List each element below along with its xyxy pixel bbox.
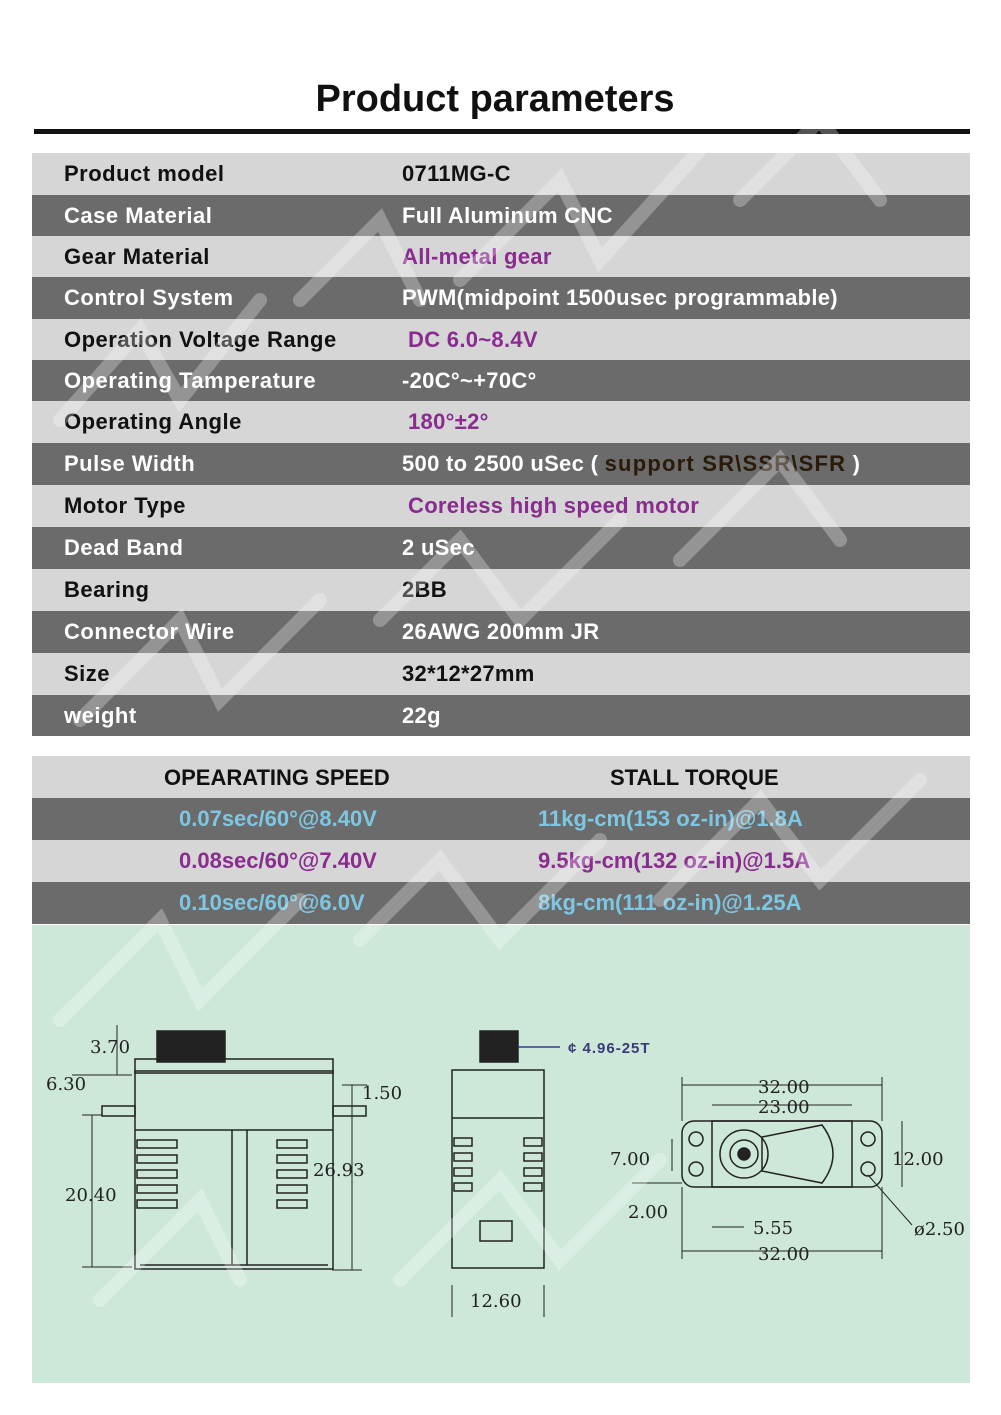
- param-value: Coreless high speed motor: [408, 493, 700, 518]
- param-row-temperature: [32, 360, 970, 401]
- param-value: 2 uSec: [402, 535, 475, 560]
- param-row-motor: [32, 485, 970, 527]
- dim-front-ear-offset: 1.50: [362, 1083, 403, 1104]
- performance-table: [32, 756, 970, 924]
- dimension-drawing-panel: [32, 925, 970, 1383]
- dim-top-depth: 12.00: [892, 1149, 944, 1170]
- dim-front-body-height: 20.40: [65, 1185, 117, 1206]
- side-connector-slot: [480, 1221, 512, 1241]
- param-value: 2BB: [402, 577, 447, 602]
- param-value: 22g: [402, 702, 441, 728]
- param-label: Product model: [64, 161, 225, 186]
- param-value: DC 6.0~8.4V: [408, 326, 538, 352]
- dim-top-bottom-width: 32.00: [758, 1244, 810, 1265]
- performance-row: [32, 798, 970, 840]
- dim-top-hole-spacing: 7.00: [610, 1149, 651, 1170]
- mount-hole-icon: [861, 1132, 875, 1146]
- param-value: 180°±2°: [408, 409, 489, 434]
- param-label: Motor Type: [64, 493, 186, 518]
- performance-row: [32, 840, 970, 882]
- param-value: Full Aluminum CNC: [402, 202, 613, 228]
- param-value: PWM(midpoint 1500usec programmable): [402, 285, 838, 310]
- output-spline: [157, 1031, 225, 1062]
- cooling-fins-right: [277, 1140, 307, 1208]
- param-label: Size: [64, 661, 111, 686]
- parameters-table: [32, 153, 970, 736]
- torque-value: 11kg-cm(153 oz-in)@1.8A: [538, 806, 803, 831]
- param-label: Case Material: [64, 202, 213, 228]
- param-row-model: [32, 153, 970, 195]
- top-body-outline: [712, 1121, 852, 1187]
- pulse-support-note: support SR\SSR\SFR: [604, 451, 847, 476]
- performance-header: [32, 756, 970, 798]
- pulse-paren-close: ): [852, 451, 861, 476]
- cooling-fins-left: [137, 1140, 177, 1208]
- dim-front-spline-height: 3.70: [90, 1037, 131, 1058]
- param-label: Connector Wire: [64, 619, 235, 644]
- side-fins: [454, 1138, 542, 1191]
- front-view-drawing: [72, 1025, 367, 1270]
- param-label: Operation Voltage Range: [64, 326, 337, 352]
- param-value: -20C°~+70C°: [402, 367, 537, 393]
- param-label: Operating Angle: [64, 409, 242, 434]
- param-row-angle: [32, 401, 970, 443]
- dim-top-hole-diameter: ø2.50: [914, 1219, 965, 1240]
- param-label: Gear Material: [64, 243, 210, 269]
- param-label: Pulse Width: [64, 451, 196, 476]
- param-label: Bearing: [64, 577, 150, 602]
- servo-horn-outline: [762, 1125, 833, 1183]
- param-row-pulse: [32, 443, 970, 485]
- torque-header: STALL TORQUE: [610, 765, 779, 790]
- param-row-control: [32, 277, 970, 319]
- dim-front-cap-height: 6.30: [46, 1074, 87, 1095]
- torque-value: 8kg-cm(111 oz-in)@1.25A: [538, 890, 802, 915]
- speed-value: 0.08sec/60°@7.40V: [179, 848, 377, 873]
- mount-ear-left: [102, 1106, 135, 1116]
- param-row-voltage: [32, 319, 970, 360]
- param-value: 0711MG-C: [402, 161, 511, 186]
- side-output-spline: [480, 1031, 518, 1062]
- dim-front-total-height: 26.93: [313, 1160, 365, 1181]
- speed-header: OPEARATING SPEED: [164, 765, 390, 790]
- dim-top-edge-offset: 2.00: [628, 1202, 669, 1223]
- torque-value: 9.5kg-cm(132 oz-in)@1.5A: [538, 848, 811, 873]
- param-label: Dead Band: [64, 535, 184, 560]
- dim-top-total-width: 32.00: [758, 1077, 810, 1098]
- dimension-drawings: [32, 925, 970, 1383]
- side-case-body: [452, 1070, 544, 1268]
- speed-value: 0.10sec/60°@6.0V: [179, 890, 365, 915]
- mount-hole-icon: [689, 1132, 703, 1146]
- mount-hole-icon: [861, 1162, 875, 1176]
- param-row-gear: [32, 236, 970, 277]
- side-view-drawing: [452, 1031, 560, 1317]
- pulse-paren-open: (: [590, 451, 599, 476]
- param-value: 32*12*27mm: [402, 661, 535, 686]
- page-title: Product parameters: [315, 78, 675, 120]
- param-row-deadband: [32, 527, 970, 569]
- title-divider: [34, 129, 970, 134]
- param-value: All-metal gear: [402, 243, 552, 269]
- performance-row: [32, 882, 970, 924]
- speed-value: 0.07sec/60°@8.40V: [179, 806, 377, 831]
- mount-ear-right: [333, 1106, 366, 1116]
- mount-hole-icon: [689, 1162, 703, 1176]
- dim-top-body-width: 23.00: [758, 1097, 810, 1118]
- dim-top-shaft-offset: 5.55: [753, 1218, 794, 1239]
- param-row-weight: [32, 695, 970, 736]
- dim-side-width: 12.60: [470, 1291, 522, 1312]
- param-value: [402, 451, 860, 477]
- param-label: weight: [64, 702, 137, 728]
- param-label: Control System: [64, 285, 234, 310]
- param-row-bearing: [32, 569, 970, 611]
- param-row-case: [32, 195, 970, 236]
- param-row-size: [32, 653, 970, 695]
- side-gear-spec: ¢ 4.96-25T: [568, 1040, 651, 1057]
- param-value: 26AWG 200mm JR: [402, 619, 600, 644]
- param-row-wire: [32, 611, 970, 653]
- pulse-range: 500 to 2500 uSec: [402, 451, 585, 476]
- param-label: Operating Tamperature: [64, 367, 317, 393]
